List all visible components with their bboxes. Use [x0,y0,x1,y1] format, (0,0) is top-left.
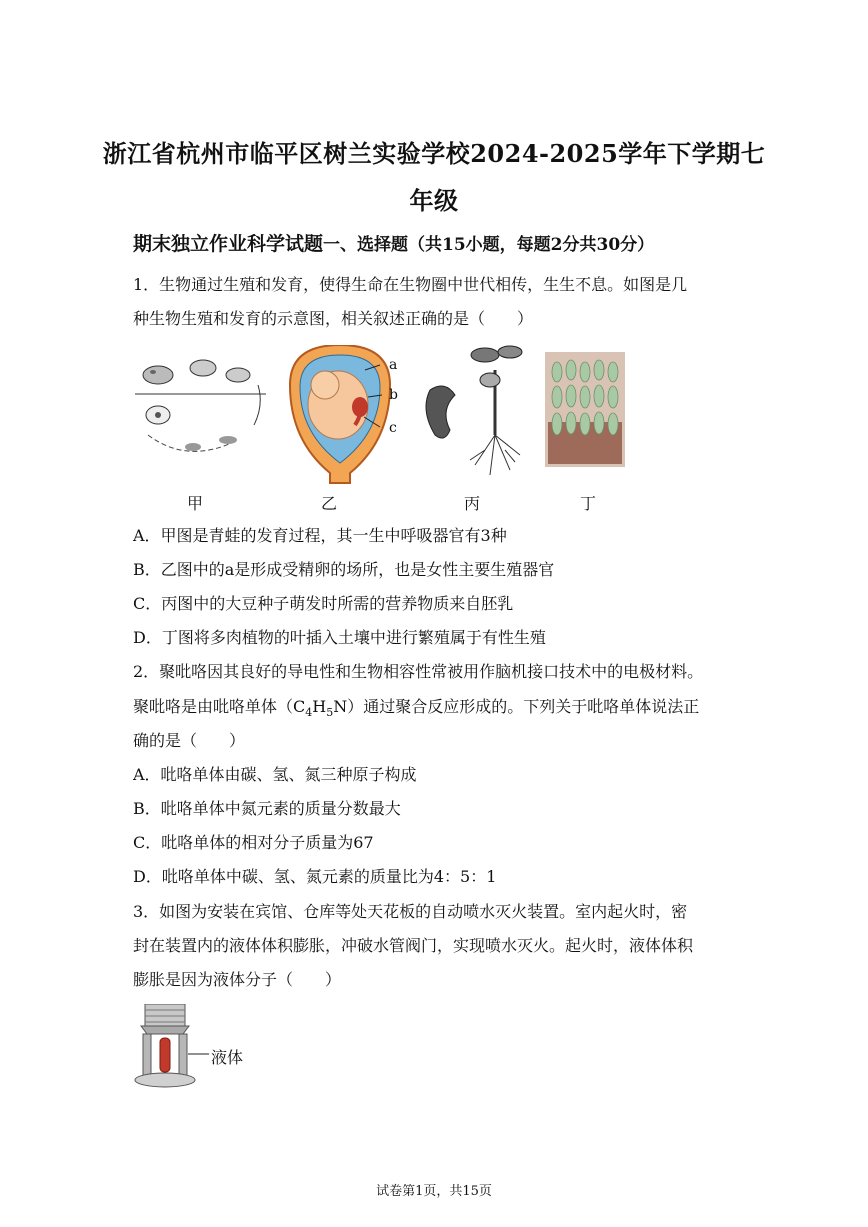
succulent-cuttings-figure [545,352,625,467]
marker-b: b [389,387,398,403]
sprinkler-figure [133,1004,213,1092]
q2-option-b: B．吡咯单体中氮元素的质量分数最大 [133,799,401,818]
subtitle-main: 期末独立作业科学试题 [133,233,324,255]
figure-label-bing: 丙 [464,494,481,513]
marker-a: a [389,357,398,373]
q1-option-d: D．丁图将多肉植物的叶插入土壤中进行繁殖属于有性生殖 [133,628,546,647]
q2-option-a: A．吡咯单体由碳、氢、氮三种原子构成 [133,765,417,784]
formula-sub-c: 4 [305,706,313,720]
exam-subtitle [133,229,654,256]
q3-stem-line2: 封在装置内的液体体积膨胀，冲破水管阀门，实现喷水灭火。起火时，液体体积 [133,936,694,955]
liquid-label: 液体 [211,1048,244,1067]
figure-label-yi: 乙 [321,494,338,513]
q2-stem-line2 [133,694,699,719]
q2-stem-line3: 确的是（ ） [133,731,246,750]
formula-h: H [312,697,327,716]
formula-sub-h: 5 [326,706,334,720]
q2-stem-line1: 2．聚吡咯因其良好的导电性和生物相容性常被用作脑机接口技术中的电极材料。 [133,662,704,681]
exam-title-line1: 浙江省杭州市临平区树兰实验学校2024-2025学年下学期七 [102,139,766,168]
q3-stem-line1: 3．如图为安装在宾馆、仓库等处天花板的自动喷水灭火装置。室内起火时，密 [133,902,688,921]
section-heading: 一、选择题（共15小题，每题2分共30分） [323,235,655,255]
q1-option-b: B．乙图中的a是形成受精卵的场所，也是女性主要生殖器官 [133,560,555,579]
q3-stem-line3: 膨胀是因为液体分子（ ） [133,970,342,989]
exam-title-line2: 年级 [409,186,459,215]
q2-option-d: D．吡咯单体中碳、氢、氮元素的质量比为4：5：1 [133,867,497,886]
fetus-uterus-figure [280,345,400,485]
figure-label-ding: 丁 [580,494,597,513]
q2-stem-post: N）通过聚合反应形成的。下列关于吡咯单体说法正 [333,697,700,716]
frog-life-cycle-figure [133,350,268,460]
soybean-germination-figure [415,340,545,480]
q1-stem-line1: 1．生物通过生殖和发育，使得生命在生物圈中世代相传，生生不息。如图是几 [133,275,688,294]
marker-c: c [389,420,397,436]
q1-stem-line2: 种生物生殖和发育的示意图，相关叙述正确的是（ ） [133,309,534,328]
q1-option-a: A．甲图是青蛙的发育过程，其一生中呼吸器官有3种 [133,526,507,545]
q2-stem-pre: 聚吡咯是由吡咯单体（C [133,697,306,716]
q1-option-c: C．丙图中的大豆种子萌发时所需的营养物质来自胚乳 [133,594,514,613]
page-footer: 试卷第1页，共15页 [376,1184,492,1199]
figure-label-jia: 甲 [187,494,204,513]
q2-option-c: C．吡咯单体的相对分子质量为67 [133,833,374,852]
